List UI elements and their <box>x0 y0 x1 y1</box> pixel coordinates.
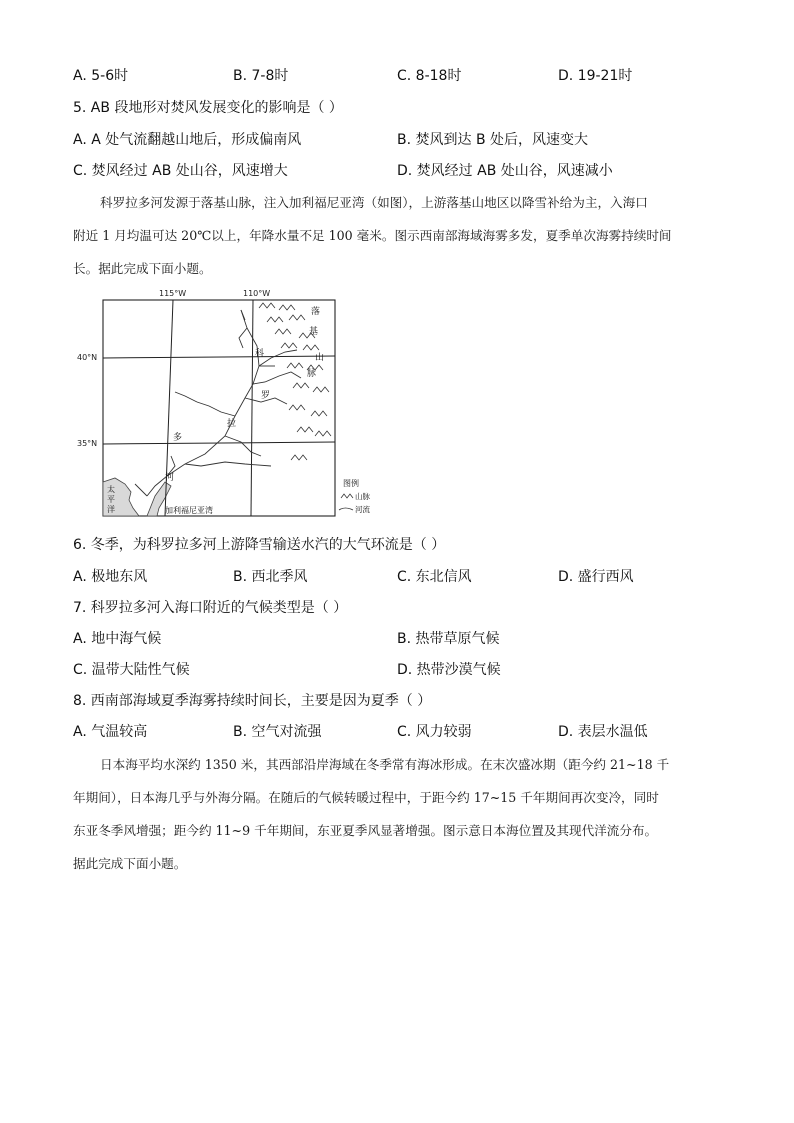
q7-option-b[interactable]: B. 热带草原气候 <box>397 631 500 647</box>
colorado-river-map <box>75 286 375 522</box>
q7-option-a[interactable]: A. 地中海气候 <box>73 631 162 647</box>
q8-option-c[interactable]: C. 风力较弱 <box>397 724 472 740</box>
q7-option-c[interactable]: C. 温带大陆性气候 <box>73 662 190 678</box>
q8-stem: 8. 西南部海域夏季海雾持续时间长，主要是因为夏季（ ） <box>73 693 432 709</box>
q5-option-d[interactable]: D. 焚风经过 AB 处山谷，风速减小 <box>397 163 613 179</box>
legend-mountain-label: 山脉 <box>355 492 370 501</box>
ocean-char: 太 <box>107 485 115 494</box>
lat-label-40: 40°N <box>77 353 98 362</box>
passage-line: 科罗拉多河发源于落基山脉，注入加利福尼亚湾（如图），上游落基山地区以降雪补给为主，入海口 <box>100 195 648 210</box>
japan-sea-passage <box>73 755 725 874</box>
q5-option-a[interactable]: A. A 处气流翻越山地后，形成偏南风 <box>73 132 302 148</box>
river-char: 罗 <box>261 391 271 401</box>
lat-label-35: 35°N <box>77 439 98 448</box>
q4-option-a[interactable]: A. 5-6时 <box>73 68 129 84</box>
q4-option-d[interactable]: D. 19-21时 <box>558 68 633 84</box>
river-char: 科 <box>255 349 265 359</box>
river-char: 河 <box>165 473 175 483</box>
q7-option-d[interactable]: D. 热带沙漠气候 <box>397 662 501 678</box>
q4-option-c[interactable]: C. 8-18时 <box>397 68 462 84</box>
lon-label-115: 115°W <box>159 289 187 298</box>
passage-line: 年期间），日本海几乎与外海分隔。在随后的气候转暖过程中，于距今约 17~15 千年期间再次变冷，同时 <box>73 790 659 805</box>
legend-mountain-icon <box>341 494 353 498</box>
q8-option-d[interactable]: D. 表层水温低 <box>558 724 648 740</box>
passage-line: 附近 1 月均温可达 20℃以上，年降水量不足 100 毫米。图示西南部海域海雾多发，夏季单次海雾持续时间 <box>73 228 672 243</box>
q7-stem: 7. 科罗拉多河入海口附近的气候类型是（ ） <box>73 600 348 616</box>
mountain-char: 山 <box>315 353 325 363</box>
q8-option-b[interactable]: B. 空气对流强 <box>233 724 322 740</box>
q6-option-d[interactable]: D. 盛行西风 <box>558 569 634 585</box>
q8-option-a[interactable]: A. 气温较高 <box>73 724 148 740</box>
q6-option-a[interactable]: A. 极地东风 <box>73 569 148 585</box>
ocean-char: 平 <box>107 495 115 504</box>
q4-option-b[interactable]: B. 7-8时 <box>233 68 289 84</box>
q5-option-b[interactable]: B. 焚风到达 B 处后，风速变大 <box>397 132 589 148</box>
mountain-char: 落 <box>311 307 321 317</box>
passage-line: 长。据此完成下面小题。 <box>73 261 212 276</box>
map-frame <box>103 300 335 516</box>
q6-option-c[interactable]: C. 东北信风 <box>397 569 472 585</box>
legend-river-label: 河流 <box>355 505 370 514</box>
q6-stem: 6. 冬季，为科罗拉多河上游降雪输送水汽的大气环流是（ ） <box>73 537 446 553</box>
mountain-char: 基 <box>309 327 319 337</box>
passage-line: 日本海平均水深约 1350 米，其西部沿岸海域在冬季常有海冰形成。在末次盛冰期（距今约 21~18 千 <box>100 757 670 772</box>
q5-stem: 5. AB 段地形对焚风发展变化的影响是（ ） <box>73 100 343 116</box>
colorado-passage <box>73 193 725 279</box>
legend-river-icon <box>339 508 353 510</box>
legend-title: 图例 <box>343 479 359 488</box>
gulf-label: 加利福尼亚湾 <box>165 506 213 515</box>
river-char: 多 <box>173 433 183 443</box>
q5-option-c[interactable]: C. 焚风经过 AB 处山谷，风速增大 <box>73 163 288 179</box>
river-char: 拉 <box>227 419 237 429</box>
passage-line: 东亚冬季风增强；距今约 11~9 千年期间，东亚夏季风显著增强。图示意日本海位置及其现代洋流分布。 <box>73 823 658 838</box>
mountain-char: 脉 <box>307 369 317 379</box>
passage-line: 据此完成下面小题。 <box>73 856 187 871</box>
q6-option-b[interactable]: B. 西北季风 <box>233 569 308 585</box>
lon-label-110: 110°W <box>243 289 271 298</box>
ocean-char: 洋 <box>107 505 115 514</box>
